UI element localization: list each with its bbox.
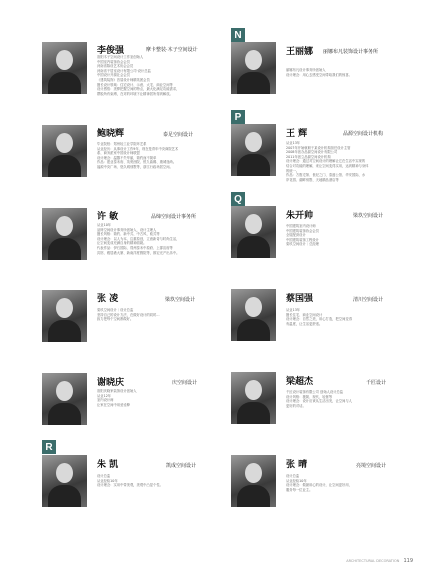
company-name: 凯成空间设计 bbox=[166, 463, 197, 469]
portrait-photo bbox=[231, 372, 276, 424]
bio-text: 毕业院校：郑州轻工业学院环艺系 从业经历：从事设计工作9年，现在是青年中央商院艺术 系、商务派家中国设计师联盟 设计理念：温馨不失华丽，简约而不简单 作品：建业泰禾府、英苑西院、悦九曲臻、康城逸尚。 福源中央广场、悠久城别墅等，浙江行政场居空间。 bbox=[97, 142, 179, 169]
person-name: 朱 凯 bbox=[97, 460, 119, 470]
company-name: 品源空间设计机构 bbox=[343, 131, 384, 137]
section-letter-badge: R bbox=[42, 440, 56, 454]
portrait-photo bbox=[231, 124, 276, 176]
person-name: 李俊强 bbox=[97, 46, 125, 56]
portrait-photo bbox=[231, 455, 276, 507]
bio-text: 从业13年 擅长住宅、商业空间设计 设计理念：自然之美，用心打造，把空间变得 有温度，让生活更舒适。 bbox=[286, 308, 352, 326]
portrait-photo bbox=[42, 42, 87, 94]
company-name: 庆空间设计 bbox=[172, 380, 198, 386]
company-name: 清川空间设计 bbox=[353, 297, 384, 303]
bio-text: 洛阳木子空间设计工作室创始人 中国室内装饰协会会员 河南省陈设艺术协会会员 河南省干居室设计有限公司·设计总监 中国设计开源社会会员 《建筑装饰》首届设计师精英团会员 擅长设计领域：住宅设计、示意、大宅、商业空间等 设计感悟：美棒把握空间的特点，最大化满足功能需求， 摆脱所有束缚，在对的环境下让精神居所得到解放。 bbox=[97, 55, 180, 96]
portrait-photo bbox=[231, 289, 276, 341]
company-name: 品缔空间设计事务所 bbox=[151, 214, 197, 220]
section-letter-badge: Q bbox=[231, 192, 245, 206]
bio-text: 梁玖空间设计｜设计总监 坚持自己的设计方法，在做好设计的同时... 致力把每个空间都做好。 bbox=[97, 308, 160, 322]
bio-text: 洛阳庆晓家装饰设计创始人 从业12年 室内设计师 让家在空间中用爱诠释 bbox=[97, 389, 137, 407]
person-name: 谢晓庆 bbox=[97, 378, 125, 388]
company-name: 梁玖空间设计 bbox=[165, 297, 196, 303]
person-name: 梁超杰 bbox=[286, 377, 314, 387]
bio-text: 设计总监 从业经验10年 设计理念：实用中带美观，美观中凸显个性。 bbox=[97, 474, 163, 488]
portrait-photo bbox=[42, 125, 87, 177]
person-name: 张 晴 bbox=[286, 460, 308, 470]
bio-text: 千匠设计装饰有限公司 创始人设计总监 设计风格：极简、现代、轻奢等 设计理念：设计应该从生活出发，让空间与人 更好的对话。 bbox=[286, 390, 352, 408]
company-name: 千匠设计 bbox=[366, 380, 387, 386]
bio-text: 中国建筑室内设计师 中国建筑装饰协会会员 全屋配套设计 中国建筑装饰工程设计 梁玖空间设计｜总经理 bbox=[286, 224, 319, 247]
company-name: 梁玖空间设计 bbox=[353, 213, 384, 219]
person-name: 朱开帅 bbox=[286, 211, 314, 221]
person-name: 许 敏 bbox=[97, 212, 119, 222]
magazine-title: ARCHITECTURAL DECORATION bbox=[346, 559, 400, 563]
person-name: 王丽娜 bbox=[286, 47, 314, 57]
portrait-photo bbox=[42, 208, 87, 260]
person-name: 张 凌 bbox=[97, 294, 119, 304]
person-name: 蔡国强 bbox=[286, 294, 314, 304]
portrait-photo bbox=[231, 206, 276, 258]
company-name: 摩卡整装·木子空间设计 bbox=[146, 47, 198, 53]
portrait-photo bbox=[42, 373, 87, 425]
bio-text: 设计总监 从业经验10年 设计理念：做最用心的设计，让空间更好用， 服务每一位业主。 bbox=[286, 474, 352, 492]
portrait-photo bbox=[231, 42, 276, 94]
company-name: 丽娜布凡装饰设计事务所 bbox=[323, 49, 379, 55]
bio-text: 丽娜布凡设计事务所创始人 设计理念：用心去感受空间带给我们的惊喜。 bbox=[286, 68, 352, 77]
section-letter-badge: N bbox=[231, 28, 245, 42]
portrait-photo bbox=[42, 455, 87, 507]
portrait-photo bbox=[42, 290, 87, 342]
page-number: 119 bbox=[403, 558, 413, 564]
person-name: 鲍晓辉 bbox=[97, 129, 125, 139]
section-letter-badge: P bbox=[231, 110, 245, 124]
bio-text: 从业13年 2007年开始就职于某设计机构担任设计主管 2008年创办品源空间设计有限公司 2011年创立品源空间设计机构 设计理念：通过对空间设计的理解让它在生活中实现的 结合对功能的理解，来让空间变得实用，达到精神与身体 的统一。 作品：方胜宅第、世纪之门、泰盛公馆、华安国际、水 岸花园、湖畔别墅、天地精品酒店等 bbox=[286, 141, 369, 182]
person-name: 王 辉 bbox=[286, 129, 308, 139]
company-name: 泰足空间设计 bbox=[163, 132, 194, 138]
bio-text: 从业10年 品缔空间设计事务所创始人，设计主理人 擅长风格：简约、新中式、中古风、欧式等 设计理念：以人为本，注重原创，立意新奇与时尚生活， 让空间变成充满自身的精神面貌。 代表作品：伊石国际、郑州泰禾中原府、上郡宣府等 宾馆、雅居港大厦、新南洋度假院等，都宏光产出乐中。 bbox=[97, 223, 180, 255]
page-footer bbox=[346, 558, 413, 564]
company-name: 亮境空间设计 bbox=[356, 463, 387, 469]
